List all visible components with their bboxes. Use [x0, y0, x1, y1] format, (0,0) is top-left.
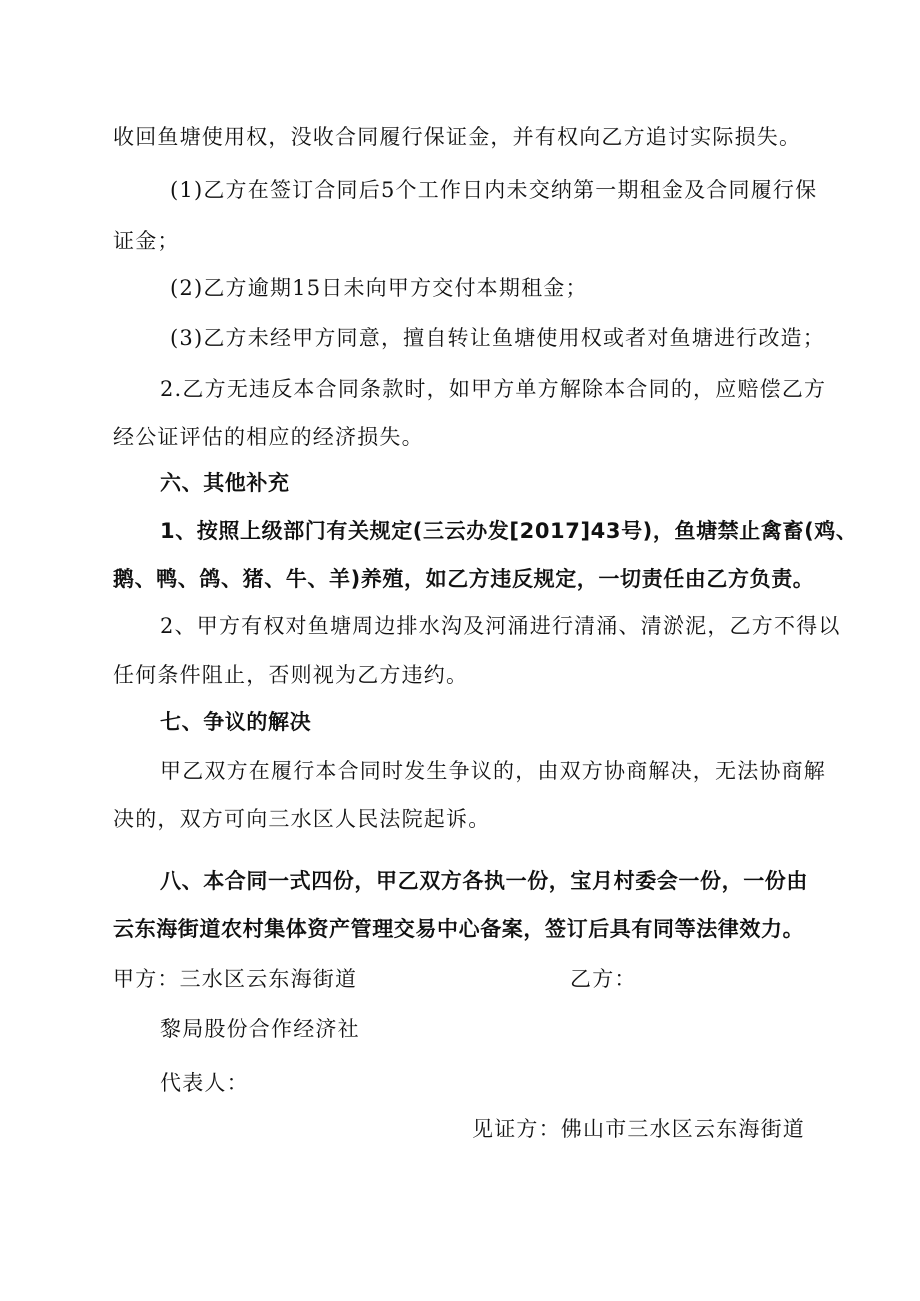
paragraph-line: 甲乙双方在履行本合同时发生争议的，由双方协商解决，无法协商解	[160, 759, 826, 783]
clause-line: (2)乙方逾期15日未向甲方交付本期租金；	[170, 276, 588, 300]
section-heading-eight: 八、本合同一式四份，甲乙双方各执一份，宝月村委会一份，一份由	[160, 869, 808, 893]
paragraph-line: 云东海街道农村集体资产管理交易中心备案，签订后具有同等法律效力。	[113, 917, 805, 941]
clause-line: (1)乙方在签订合同后5个工作日内未交纳第一期租金及合同履行保	[170, 178, 818, 202]
clause-line: (3)乙方未经甲方同意，擅自转让鱼塘使用权或者对鱼塘进行改造；	[170, 326, 825, 350]
party-a-org: 黎局股份合作经济社	[160, 1017, 360, 1041]
section-heading-six: 六、其他补充	[160, 471, 290, 495]
clause-line: 证金；	[113, 229, 180, 253]
paragraph-line: 鹅、鸭、鸽、猪、牛、羊)养殖，如乙方违反规定，一切责任由乙方负责。	[113, 567, 815, 591]
paragraph-line: 收回鱼塘使用权，没收合同履行保证金，并有权向乙方追讨实际损失。	[113, 125, 802, 149]
paragraph-line: 1、按照上级部门有关规定(三云办发[2017]43号)，鱼塘禁止禽畜(鸡、	[160, 519, 858, 543]
paragraph-line: 经公证评估的相应的经济损失。	[113, 425, 424, 449]
paragraph-line: 任何条件阻止，否则视为乙方违约。	[113, 663, 469, 687]
party-b-label: 乙方：	[570, 967, 637, 991]
party-a-label: 甲方：三水区云东海街道	[113, 967, 358, 991]
paragraph-line: 2、甲方有权对鱼塘周边排水沟及河涌进行清涌、清淤泥，乙方不得以	[160, 614, 841, 638]
paragraph-line: 2.乙方无违反本合同条款时，如甲方单方解除本合同的，应赔偿乙方	[160, 377, 827, 401]
paragraph-line: 决的，双方可向三水区人民法院起诉。	[113, 807, 491, 831]
witness-label: 见证方：佛山市三水区云东海街道	[472, 1117, 805, 1141]
section-heading-seven: 七、争议的解决	[160, 710, 312, 734]
representative-label: 代表人：	[160, 1071, 249, 1095]
